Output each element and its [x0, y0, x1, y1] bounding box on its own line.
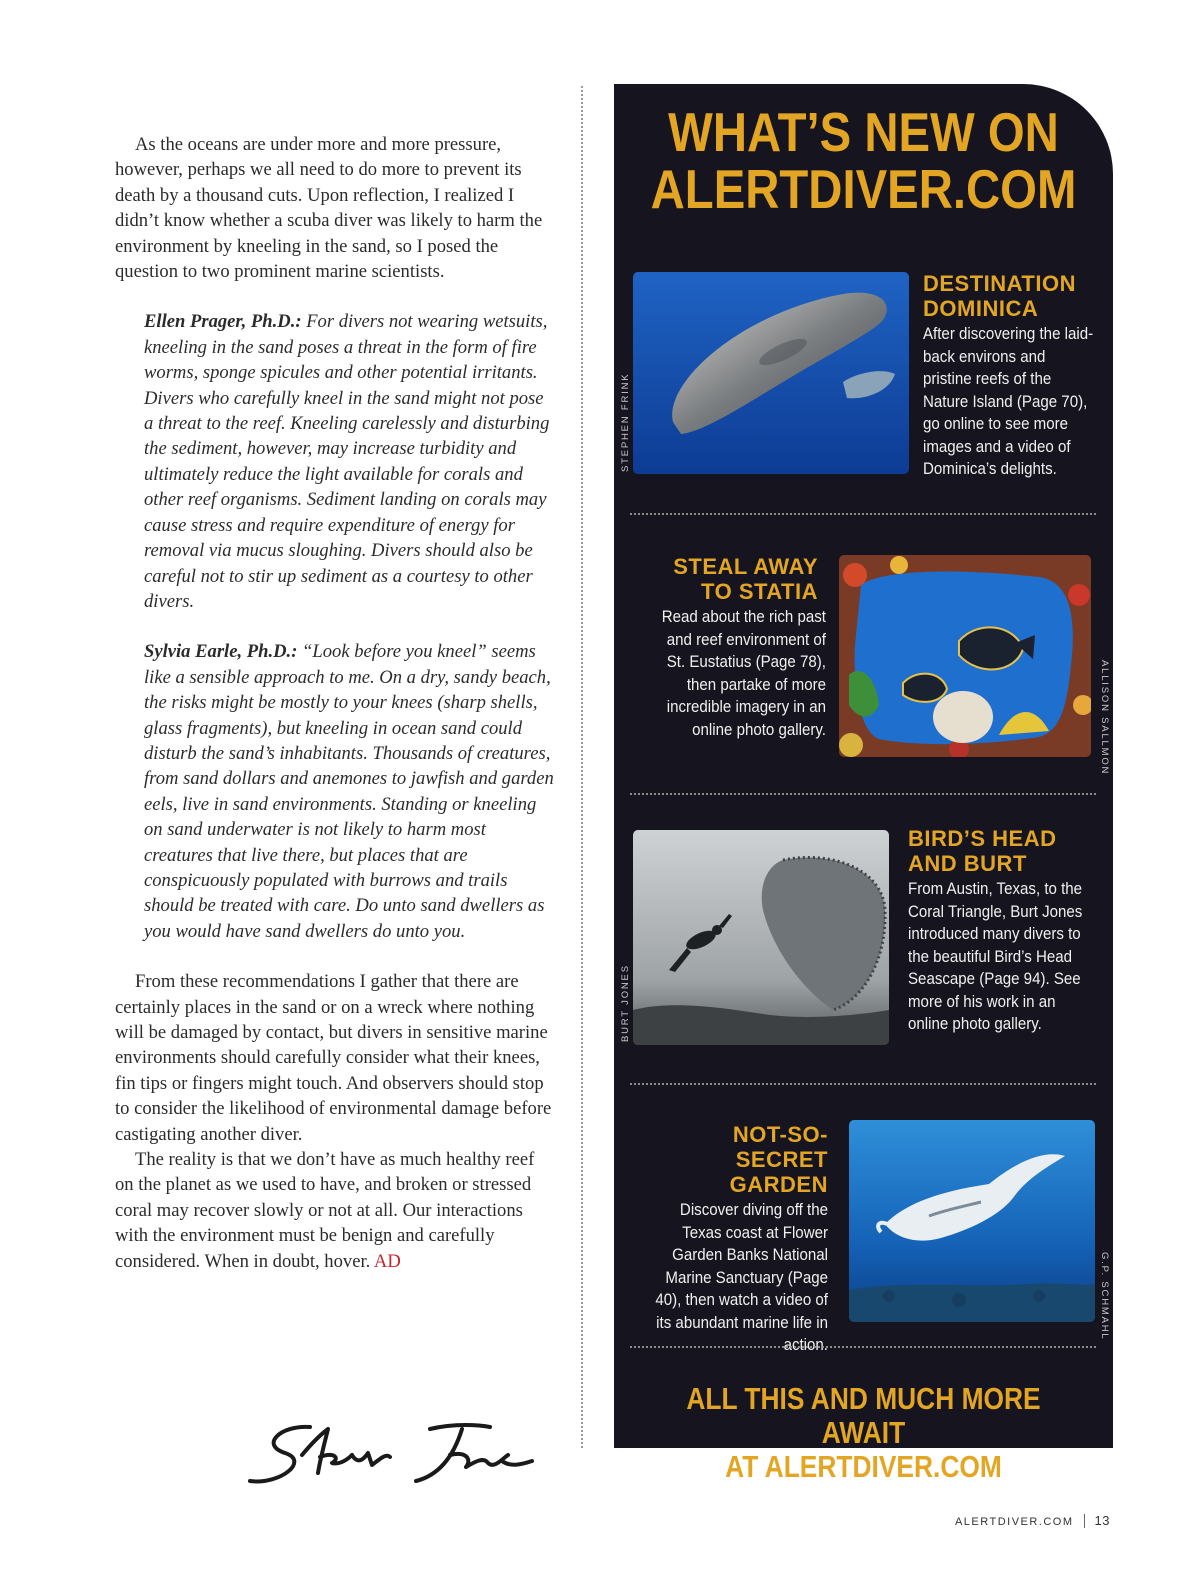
quote-speaker: Ellen Prager, Ph.D.: [144, 311, 302, 333]
sidebar-title [649, 101, 1078, 220]
column-divider [581, 86, 583, 1448]
sidebar-item-heading [636, 554, 818, 604]
section-divider [630, 1346, 1096, 1348]
expert-quote [144, 309, 555, 614]
footer-line: AT ALERTDIVER.COM [725, 1449, 1002, 1484]
sidebar-item-body: Read about the rich past and reef environment of St. Eustatius (Page 78), then partake of more incredible imagery in an online photo gallery. [661, 608, 826, 739]
sidebar-item-body: After discovering the laid-back environs and pristine reefs of the Nature Island (Page 70), go online to see more images and a video of Dominica’s delights. [923, 325, 1094, 478]
sidebar-item-heading [908, 826, 1098, 876]
photo-credit: G.P. SCHMAHL [1099, 1252, 1110, 1341]
quote-speaker: Sylvia Earle, Ph.D.: [144, 641, 298, 663]
sidebar-footer [651, 1382, 1075, 1484]
section-divider [630, 1083, 1096, 1085]
sidebar-item-body: From Austin, Texas, to the Coral Triangle, Burt Jones introduced many divers to the beautiful Bird’s Head Seascape (Page 94). See more of his work in an online photo gallery. [908, 880, 1083, 1033]
sperm-whale-photo [633, 272, 909, 474]
photo-credit: STEPHEN FRINK [620, 372, 631, 472]
expert-quote [144, 639, 555, 944]
page-folio [955, 1513, 1110, 1528]
page-number: 13 [1094, 1513, 1110, 1528]
quote-text: For divers not wearing wetsuits, kneeling in the sand poses a threat in the form of fire worms, sponge spicules and other potential irritants. Divers who carefully kneel in the sand might not pose a threat to the reef. Kneeling carelessly and disturbing the sediment, however, may increase turbidity and ultimately reduce the light available for corals and other reef organisms. Sediment landing on corals may cause stress and require expenditure of energy for removal via mucus sloughing. Divers should also be careful not to stir up sediment as a courtesy to other divers. [144, 311, 550, 612]
sidebar-title-line: ALERTDIVER.COM [650, 158, 1077, 220]
heading-line: AND BURT [908, 851, 1027, 876]
heading-line: DESTINATION [923, 271, 1076, 296]
article-body [115, 132, 555, 1274]
diver-baitball-photo [633, 830, 889, 1045]
sidebar-item [923, 271, 1103, 481]
sidebar-title-line: WHAT’S NEW ON [668, 101, 1059, 163]
heading-line: DOMINICA [923, 296, 1039, 321]
folio-site: ALERTDIVER.COM [954, 1516, 1074, 1528]
section-divider [630, 513, 1096, 515]
heading-line: TO STATIA [701, 579, 818, 604]
article-paragraph: From these recommendations I gather that there are certainly places in the sand or on a wreck where nothing will be damaged by contact, but divers in sensitive marine environments should carefully consider what their knees, fin tips or fingers might touch. And observers should stop to consider the likelihood of environmental damage before castigating another diver. [115, 971, 552, 1145]
sidebar-item [908, 826, 1098, 1036]
author-signature [240, 1415, 540, 1495]
article-paragraph: As the oceans are under more and more pressure, however, perhaps we all need to do more to prevent its death by a thousand cuts. Upon reflection, I realized I didn’t know whether a scuba diver was likely to harm the environment by kneeling in the sand, so I posed the question to two prominent marine scientists. [115, 134, 543, 283]
heading-line: NOT-SO- [732, 1122, 828, 1147]
folio-separator [1084, 1514, 1085, 1528]
heading-line: STEAL AWAY [673, 554, 818, 579]
end-mark: AD [373, 1250, 401, 1272]
footer-line: ALL THIS AND MUCH MORE AWAIT [686, 1381, 1041, 1450]
sidebar-item-heading [636, 1122, 828, 1197]
whats-new-sidebar [614, 84, 1113, 1484]
heading-line: SECRET GARDEN [729, 1147, 828, 1197]
manta-ray-photo [849, 1120, 1095, 1322]
section-divider [630, 793, 1096, 795]
heading-line: BIRD’S HEAD [908, 826, 1057, 851]
photo-credit: ALLISON SALLMON [1099, 660, 1110, 776]
sidebar-item [636, 554, 826, 741]
angelfish-photo [839, 555, 1091, 757]
photo-credit: BURT JONES [620, 964, 631, 1042]
sidebar-item-body: Discover diving off the Texas coast at Flower Garden Banks National Marine Sanctuary (Page 40), then watch a video of its abundant marine life in action. [655, 1201, 828, 1354]
closing-text: The reality is that we don’t have as much healthy reef on the planet as we used to have, and broken or stressed coral may recover slowly or not at all. Our interactions with the environment must be benign and carefully considered. When in doubt, hover. [115, 1149, 535, 1272]
quote-text: “Look before you kneel” seems like a sensible approach to me. On a dry, sandy beach, the risks might be mostly to your knees (sharp shells, glass fragments), but kneeling in ocean sand could disturb the sand’s inhabitants. Thousands of creatures, from sand dollars and anemones to jawfish and garden eels, live in sand environments. Standing or kneeling on sand underwater is not likely to harm most creatures that live there, but places that are conspicuously populated with burrows and trails should be treated with care. Do unto sand dwellers as you would have sand dwellers do unto you. [144, 641, 554, 942]
sidebar-item-heading [923, 271, 1103, 321]
sidebar-item [636, 1122, 828, 1357]
article-paragraph [115, 1147, 555, 1274]
